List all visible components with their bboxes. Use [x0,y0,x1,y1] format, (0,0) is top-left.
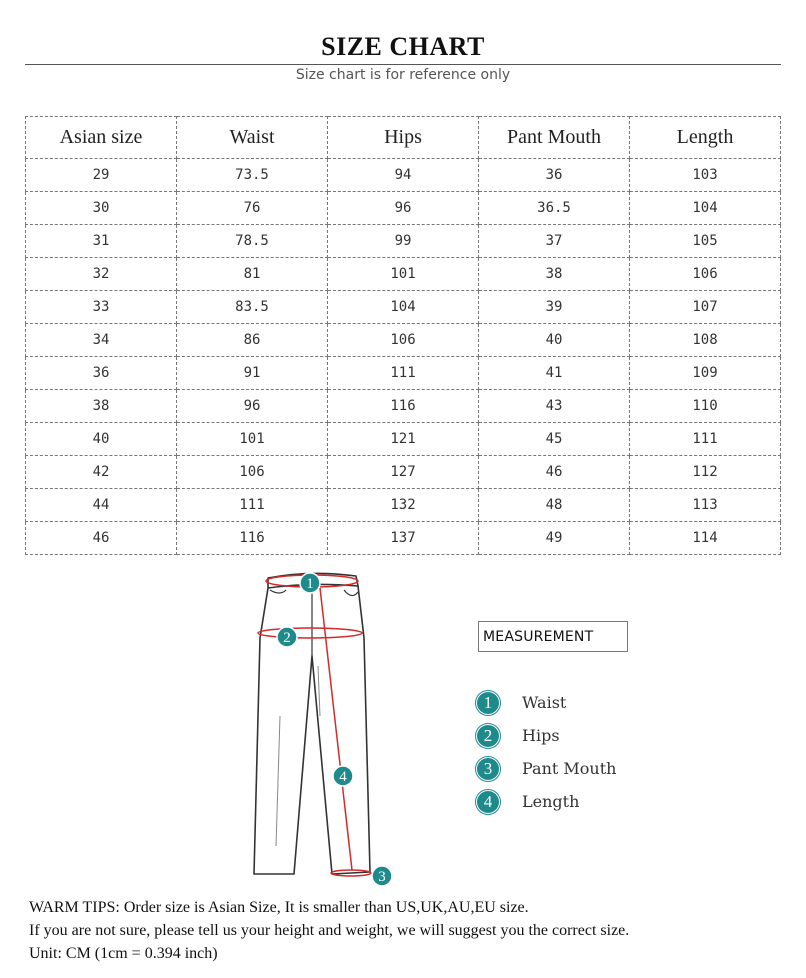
table-row [26,522,781,555]
table-cell: 107 [630,291,781,324]
table-cell: 96 [177,390,328,423]
marker-4-label: 4 [339,769,347,785]
table-cell: 40 [479,324,630,357]
marker-3-icon [372,866,392,886]
table-cell: 121 [328,423,479,456]
table-cell: 109 [630,357,781,390]
table-cell: 132 [328,489,479,522]
table-cell: 32 [26,258,177,291]
table-cell: 127 [328,456,479,489]
table-cell: 78.5 [177,225,328,258]
table-cell: 96 [328,192,479,225]
pants-diagram [240,566,400,894]
table-cell: 38 [26,390,177,423]
marker-2-icon [277,627,297,647]
crease-line-left [276,716,280,846]
right-pocket [344,590,358,596]
table-cell: 101 [177,423,328,456]
column-header: Hips [328,117,479,159]
table-cell: 106 [177,456,328,489]
table-cell: 39 [479,291,630,324]
warm-tips [29,896,629,965]
column-header: Pant Mouth [479,117,630,159]
marker-1-icon [300,573,320,593]
marker-4-icon [333,766,353,786]
table-body [26,159,781,555]
table-cell: 101 [328,258,479,291]
table-row [26,357,781,390]
table-cell: 44 [26,489,177,522]
table-cell: 76 [177,192,328,225]
table-cell: 111 [328,357,479,390]
table-cell: 41 [479,357,630,390]
table-row [26,456,781,489]
table-cell: 104 [630,192,781,225]
table-cell: 48 [479,489,630,522]
table-cell: 104 [328,291,479,324]
table-cell: 37 [479,225,630,258]
legend-label: Length [522,792,580,811]
title-divider [25,64,781,65]
tips-line-3: Unit: CM (1cm = 0.394 inch) [29,945,218,962]
table-row [26,489,781,522]
table-cell: 81 [177,258,328,291]
table-cell: 46 [26,522,177,555]
table-header-row [26,117,781,159]
crease-line-right [318,666,320,716]
table-cell: 36 [479,159,630,192]
measurement-heading: MEASUREMENT [478,621,628,652]
tips-line-2: If you are not sure, please tell us your height and weight, we will suggest you the correct size. [29,922,630,939]
table-row [26,225,781,258]
column-header: Asian size [26,117,177,159]
table-cell: 83.5 [177,291,328,324]
table-row [26,291,781,324]
table-cell: 112 [630,456,781,489]
table-cell: 91 [177,357,328,390]
table-cell: 36.5 [479,192,630,225]
table-cell: 103 [630,159,781,192]
legend-label: Pant Mouth [522,759,617,778]
number-2-icon: 2 [476,724,500,748]
table-cell: 116 [328,390,479,423]
table-cell: 45 [479,423,630,456]
table-cell: 99 [328,225,479,258]
table-cell: 42 [26,456,177,489]
table-cell: 108 [630,324,781,357]
table-cell: 46 [479,456,630,489]
table-row [26,423,781,456]
column-header: Length [630,117,781,159]
table-cell: 31 [26,225,177,258]
table-row [26,324,781,357]
table-cell: 111 [177,489,328,522]
number-1-icon: 1 [476,691,500,715]
table-cell: 114 [630,522,781,555]
number-3-icon: 3 [476,757,500,781]
table-cell: 43 [479,390,630,423]
size-table [25,116,781,555]
table-cell: 116 [177,522,328,555]
table-cell: 73.5 [177,159,328,192]
table-cell: 33 [26,291,177,324]
column-header: Waist [177,117,328,159]
table-cell: 110 [630,390,781,423]
table-cell: 30 [26,192,177,225]
table-cell: 36 [26,357,177,390]
legend-label: Hips [522,726,560,745]
hips-measure-line [258,628,362,638]
table-cell: 113 [630,489,781,522]
marker-3-label: 3 [378,869,386,885]
table-cell: 86 [177,324,328,357]
left-pocket [270,590,286,593]
table-cell: 94 [328,159,479,192]
tips-line-1: WARM TIPS: Order size is Asian Size, It is smaller than US,UK,AU,EU size. [29,899,529,916]
marker-2-label: 2 [283,630,291,646]
table-cell: 38 [479,258,630,291]
table-cell: 106 [630,258,781,291]
legend-label: Waist [522,693,567,712]
page-title: SIZE CHART [321,32,485,61]
length-measure-line [320,588,352,870]
table-cell: 49 [479,522,630,555]
table-cell: 105 [630,225,781,258]
table-cell: 40 [26,423,177,456]
table-cell: 137 [328,522,479,555]
table-cell: 34 [26,324,177,357]
table-row [26,390,781,423]
number-4-icon: 4 [476,790,500,814]
table-row [26,258,781,291]
table-cell: 106 [328,324,479,357]
table-cell: 29 [26,159,177,192]
page-subtitle: Size chart is for reference only [295,67,511,83]
table-row [26,192,781,225]
table-cell: 111 [630,423,781,456]
marker-1-label: 1 [306,576,314,592]
table-row [26,159,781,192]
